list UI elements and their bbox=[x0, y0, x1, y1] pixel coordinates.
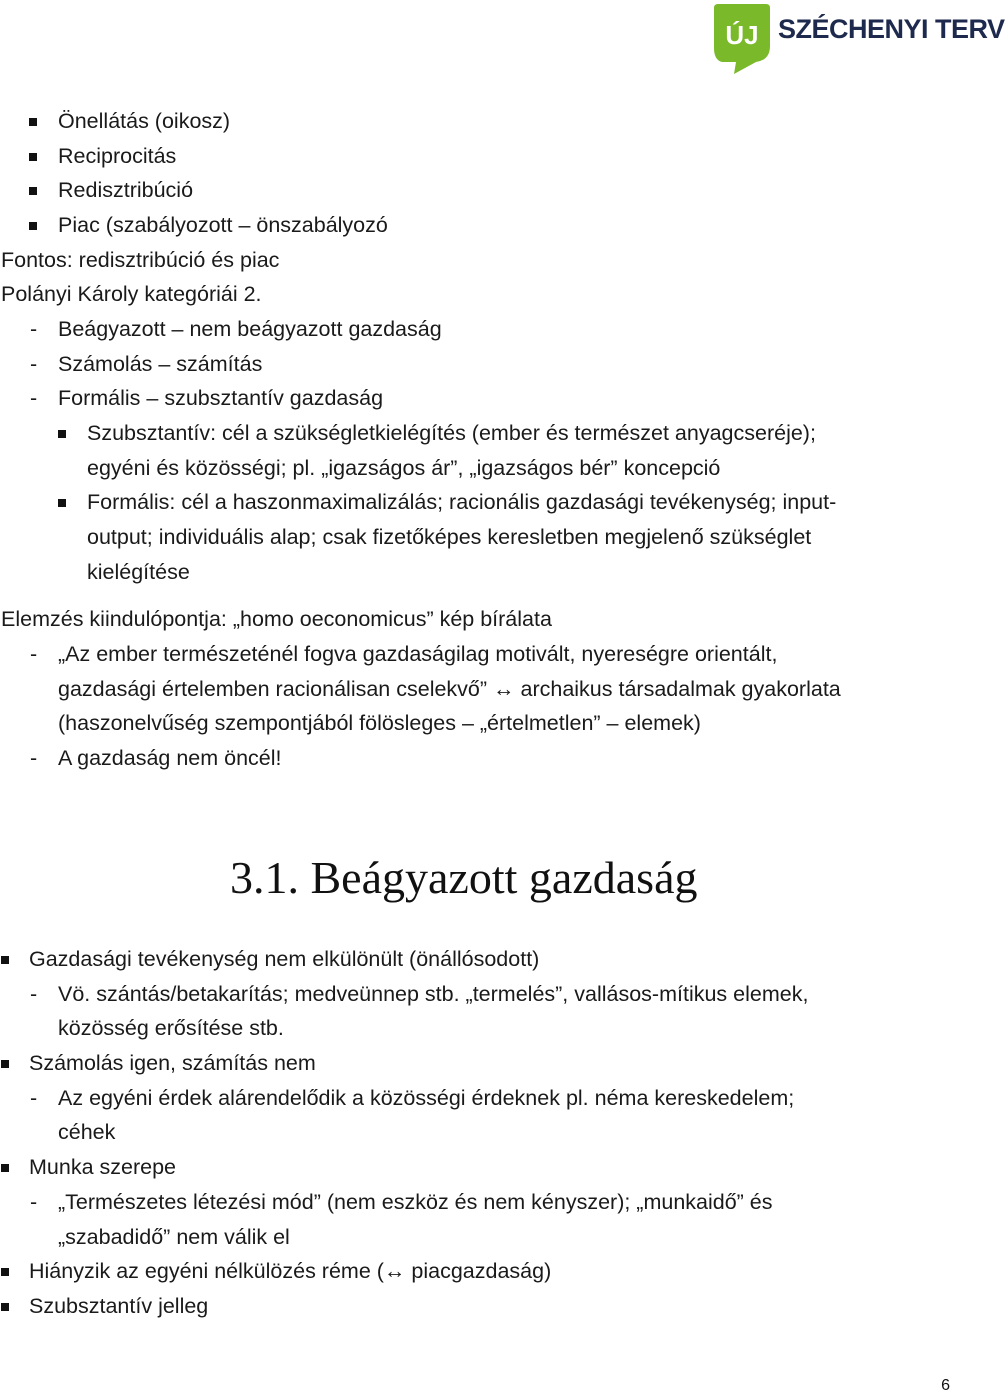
page-number: 6 bbox=[941, 1377, 950, 1394]
dash-bullet-icon: - bbox=[30, 386, 38, 410]
list-item: „Természetes létezési mód” (nem eszköz és nem kényszer); „munkaidő” és bbox=[58, 1190, 773, 1214]
list-item-continuation: „szabadidő” nem válik el bbox=[58, 1225, 290, 1249]
list-item-continuation: egyéni és közösségi; pl. „igazságos ár”, „igazságos bér” koncepció bbox=[87, 456, 721, 480]
list-item: Szubsztantív jelleg bbox=[29, 1294, 209, 1318]
bullet-square-icon bbox=[58, 499, 66, 507]
list-item-continuation: gazdasági értelemben racionálisan cselekvő” ↔ archaikus társadalmak gyakorlata bbox=[58, 677, 841, 701]
bullet-square-icon bbox=[1, 1060, 9, 1068]
szechenyi-terv-logo bbox=[712, 0, 1005, 78]
list-item: Formális – szubsztantív gazdaság bbox=[58, 386, 384, 410]
list-item: Önellátás (oikosz) bbox=[58, 109, 231, 133]
bullet-square-icon bbox=[29, 187, 37, 195]
dash-bullet-icon: - bbox=[30, 746, 38, 770]
bullet-square-icon bbox=[29, 118, 37, 126]
list-item: Szubsztantív: cél a szükségletkielégítés (ember és természet anyagcseréje); bbox=[87, 421, 816, 445]
list-item: A gazdaság nem öncél! bbox=[58, 746, 282, 770]
list-item: Hiányzik az egyéni nélkülözés réme (↔ piacgazdaság) bbox=[29, 1259, 552, 1283]
list-item: Piac (szabályozott – önszabályozó bbox=[58, 213, 388, 237]
paragraph: Polányi Károly kategóriái 2. bbox=[1, 282, 262, 306]
list-item-continuation: (haszonelvűség szempontjából fölösleges – „értelmetlen” – elemek) bbox=[58, 711, 701, 735]
bullet-square-icon bbox=[1, 956, 9, 964]
paragraph: Elemzés kiindulópontja: „homo oeconomicus” kép bírálata bbox=[1, 607, 552, 631]
bullet-square-icon bbox=[29, 222, 37, 230]
list-item: Számolás igen, számítás nem bbox=[29, 1051, 316, 1075]
paragraph: Fontos: redisztribúció és piac bbox=[1, 248, 280, 272]
list-item-continuation: céhek bbox=[58, 1120, 116, 1144]
dash-bullet-icon: - bbox=[30, 1190, 38, 1214]
bullet-square-icon bbox=[29, 153, 37, 161]
bullet-square-icon bbox=[1, 1164, 9, 1172]
dash-bullet-icon: - bbox=[30, 642, 38, 666]
dash-bullet-icon: - bbox=[30, 982, 38, 1006]
list-item-continuation: kielégítése bbox=[87, 560, 190, 584]
bullet-square-icon bbox=[1, 1268, 9, 1276]
list-item: Munka szerepe bbox=[29, 1155, 176, 1179]
logo-uj: ÚJ bbox=[725, 20, 759, 50]
list-item: Számolás – számítás bbox=[58, 352, 263, 376]
list-item: Vö. szántás/betakarítás; medveünnep stb. „termelés”, vallásos-mítikus elemek, bbox=[58, 982, 809, 1006]
section-heading: 3.1. Beágyazott gazdaság bbox=[230, 852, 698, 903]
list-item: „Az ember természeténél fogva gazdaságilag motivált, nyereségre orientált, bbox=[58, 642, 778, 666]
logo-text: SZÉCHENYI TERV bbox=[778, 14, 1005, 44]
dash-bullet-icon: - bbox=[30, 317, 38, 341]
list-item-continuation: output; individuális alap; csak fizetőképes keresletben megjelenő szükséglet bbox=[87, 525, 812, 549]
uj-logo-mark bbox=[712, 0, 772, 78]
list-item: Reciprocitás bbox=[58, 144, 177, 168]
dash-bullet-icon: - bbox=[30, 1086, 38, 1110]
bullet-square-icon bbox=[1, 1303, 9, 1311]
dash-bullet-icon: - bbox=[30, 352, 38, 376]
list-item: Formális: cél a haszonmaximalizálás; racionális gazdasági tevékenység; input- bbox=[87, 490, 837, 514]
list-item: Redisztribúció bbox=[58, 178, 194, 202]
list-item: Gazdasági tevékenység nem elkülönült (önállósodott) bbox=[29, 947, 540, 971]
bullet-square-icon bbox=[58, 430, 66, 438]
list-item-continuation: közösség erősítése stb. bbox=[58, 1016, 284, 1040]
list-item: Az egyéni érdek alárendelődik a közösségi érdeknek pl. néma kereskedelem; bbox=[58, 1086, 795, 1110]
list-item: Beágyazott – nem beágyazott gazdaság bbox=[58, 317, 442, 341]
